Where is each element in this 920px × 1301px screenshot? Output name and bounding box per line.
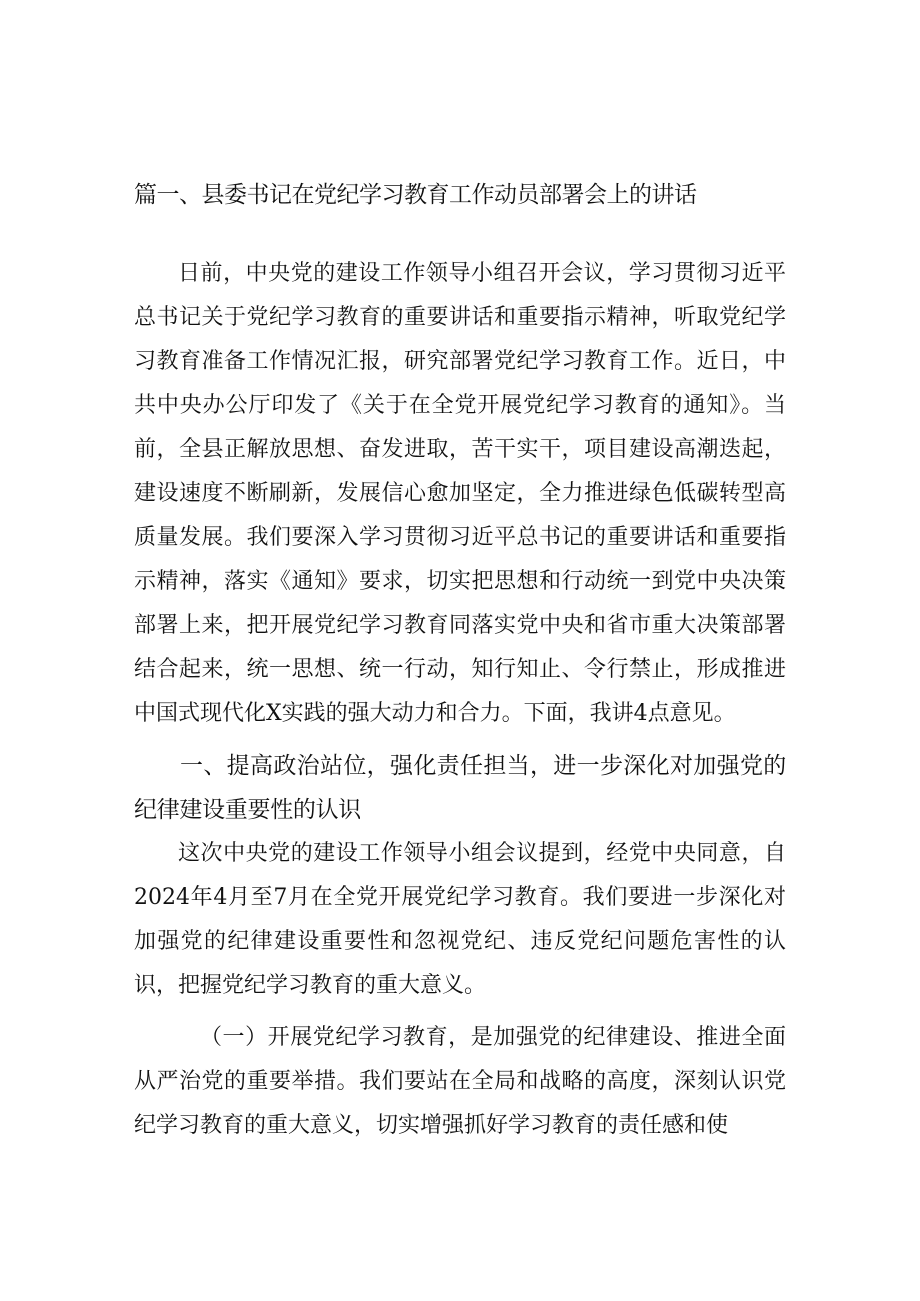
paragraph-gap <box>134 1008 786 1016</box>
document-body <box>134 252 786 1148</box>
paragraph-gap <box>134 736 786 744</box>
section-paragraph-1: 这次中央党的建设工作领导小组会议提到，经党中央同意，自2024年4月至7月在全党开展党纪学习教育。我们要进一步深化对加强党的纪律建设重要性和忽视党纪、违反党纪问题危害性的认识，把握党纪学习教育的重大意义。 <box>134 841 786 998</box>
intro-paragraph: 日前，中央党的建设工作领导小组召开会议，学习贯彻习近平总书记关于党纪学习教育的重要讲话和重要指示精神，听取党纪学习教育准备工作情况汇报，研究部署党纪学习教育工作。近日，中共中央办公厅印发了《关于在全党开展党纪学习教育的通知》。当前，全县正解放思想、奋发进取，苦干实干，项目建设高潮迭起，建设速度不断刷新，发展信心愈加坚定，全力推进绿色低碳转型高质量发展。我们要深入学习贯彻习近平总书记的重要讲话和重要指示精神，落实《通知》要求，切实把思想和行动统一到党中央决策部署上来，把开展党纪学习教育同落实党中央和省市重大决策部署结合起来，统一思想、统一行动，知行知止、令行禁止，形成推进中国式现代化X实践的强大动力和合力。下面，我讲4点意见。 <box>134 261 786 726</box>
subsection-paragraph-1: （一）开展党纪学习教育，是加强党的纪律建设、推进全面从严治党的重要举措。我们要站在全局和战略的高度，深刻认识党纪学习教育的重大意义，切实增强抓好学习教育的责任感和使 <box>134 1025 786 1138</box>
document-title: 篇一、县委书记在党纪学习教育工作动员部署会上的讲话 <box>134 182 697 208</box>
section-heading-1: 一、提高政治站位，强化责任担当，进一步深化对加强党的纪律建设重要性的认识 <box>134 753 786 823</box>
